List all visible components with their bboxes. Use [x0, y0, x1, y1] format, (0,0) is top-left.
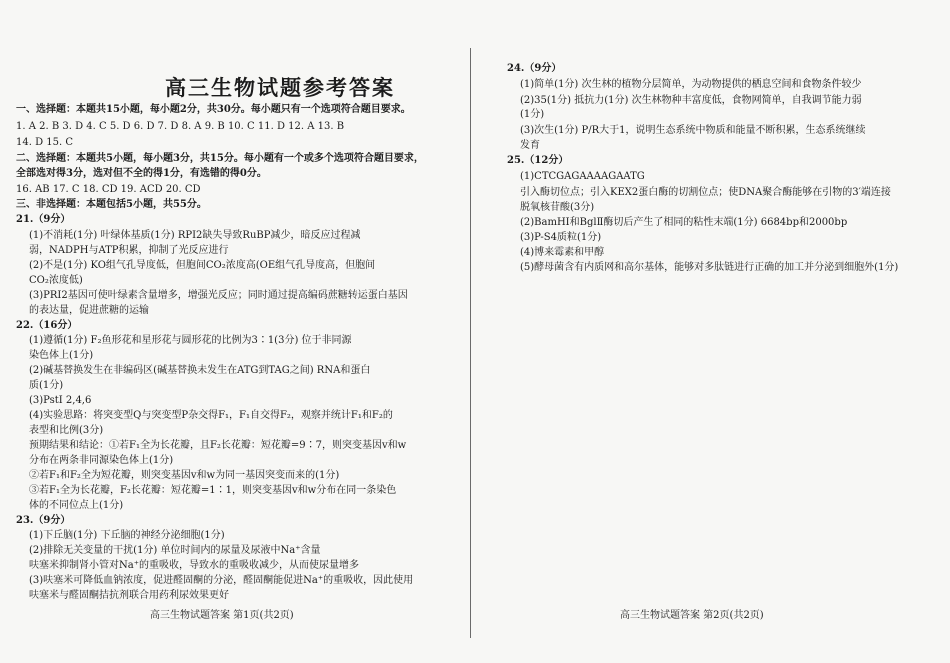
footer-page-1: 高三生物试题答案 第1页(共2页) [150, 610, 294, 621]
answer-line: ③若F₁全为长花瓣，F₂长花瓣：短花瓣=1∶1，则突变基因v和w分布在同一条染色 [29, 485, 397, 496]
answer-line: (3)呋塞米可降低血钠浓度，促进醛固酮的分泌，醛固酮能促进Na⁺的重吸收，因此使用 [29, 575, 414, 586]
answer-line: (3)PstⅠ 2,4,6 [29, 395, 92, 406]
answer-line: CO₂浓度低) [29, 275, 83, 286]
answer-line: 染色体上(1分) [29, 350, 94, 361]
answer-line: 分布在两条非同源染色体上(1分) [29, 455, 174, 466]
section-3-heading: 三、非选择题：本题包括5小题，共55分。 [16, 199, 207, 210]
question-23-heading: 23.（9分） [16, 515, 71, 526]
answer-line: (3)PRI2基因可使叶绿素含量增多，增强光反应；同时通过提高编码蔗糖转运蛋白基因 [29, 290, 408, 301]
footer-page-2: 高三生物试题答案 第2页(共2页) [620, 610, 764, 621]
section-2-heading: 二、选择题：本题共5小题，每小题3分，共15分。每小题有一个或多个选项符合题目要求， [16, 153, 424, 164]
answer-line: 体的不同位点上(1分) [29, 500, 124, 511]
answer-line: 弱，NADPH与ATP积累，抑制了光反应进行 [29, 245, 229, 256]
answer-line: 14. D 15. C [16, 137, 74, 148]
answer-line: 引入酶切位点；引入KEX2蛋白酶的切割位点；使DNA聚合酶能够在引物的3′端连接 [520, 187, 891, 198]
question-21-heading: 21.（9分） [16, 214, 71, 225]
answer-line: (1)遵循(1分) F₂鱼形花和星形花与圆形花的比例为3∶1(3分) 位于非同源 [29, 335, 352, 346]
question-25-heading: 25.（12分） [507, 155, 569, 166]
answer-line: 发育 [520, 140, 540, 151]
answer-line: (1分) [520, 109, 545, 120]
answer-line: 呋塞米抑制肾小管对Na⁺的重吸收，导致水的重吸收减少，从而使尿量增多 [29, 560, 359, 571]
section-2-heading-cont: 全部选对得3分，选对但不全的得1分，有选错的得0分。 [16, 168, 267, 179]
answer-line: 表型和比例(3分) [29, 425, 104, 436]
answer-line: 呋塞米与醛固酮拮抗剂联合用药利尿效果更好 [29, 590, 229, 601]
answer-line: 预期结果和结论：①若F₁全为长花瓣，且F₂长花瓣：短花瓣=9∶7，则突变基因v和w [29, 440, 407, 451]
answer-line: (1)简单(1分) 次生林的植物分层简单，为动物提供的栖息空间和食物条件较少 [520, 79, 862, 90]
page-title: 高三生物试题参考答案 [165, 75, 395, 100]
question-22-heading: 22.（16分） [16, 320, 78, 331]
answer-line: (2)排除无关变量的干扰(1分) 单位时间内的尿量及尿液中Na⁺含量 [29, 545, 321, 556]
answer-line: (2)BamHⅠ和BglⅡ酶切后产生了相同的粘性末端(1分) 6684bp和2000bp [520, 217, 848, 228]
question-24-heading: 24.（9分） [507, 63, 562, 74]
answer-line: (4)实验思路：将突变型Q与突变型P杂交得F₁，F₁自交得F₂，观察并统计F₁和F₂的 [29, 410, 393, 421]
answer-line: (1)CTCGAGAAAAGAATG [520, 171, 645, 182]
answer-line: 脱氧核苷酸(3分) [520, 202, 595, 213]
answer-line: 质(1分) [29, 380, 64, 391]
answer-line: (2)不是(1分) KO组气孔导度低，但胞间CO₂浓度高(OE组气孔导度高，但胞间 [29, 260, 376, 271]
answer-line: (1)不消耗(1分) 叶绿体基质(1分) RPI2缺失导致RuBP减少，暗反应过程减 [29, 230, 361, 241]
answer-line: (4)博来霉素和甲醇 [520, 247, 605, 258]
section-1-heading: 一、选择题：本题共15小题，每小题2分，共30分。每小题只有一个选项符合题目要求。 [16, 104, 411, 115]
answer-line: (3)P-S4质粒(1分) [520, 232, 602, 243]
answer-line: (1)下丘脑(1分) 下丘脑的神经分泌细胞(1分) [29, 530, 225, 541]
column-divider [470, 48, 471, 638]
answer-line: (3)次生(1分) P/R大于1，说明生态系统中物质和能量不断积累，生态系统继续 [520, 125, 866, 136]
answer-line: (2)35(1分) 抵抗力(1分) 次生林物种丰富度低，食物网简单，自我调节能力弱 [520, 95, 862, 106]
answer-line: 1. A 2. B 3. D 4. C 5. D 6. D 7. D 8. A 9. B 10. C 11. D 12. A 13. B [16, 121, 345, 132]
answer-line: 的表达量，促进蔗糖的运输 [29, 305, 149, 316]
answer-line: (5)酵母菌含有内质网和高尔基体，能够对多肽链进行正确的加工并分泌到细胞外(1分) [520, 262, 899, 273]
answer-line: 16. AB 17. C 18. CD 19. ACD 20. CD [16, 184, 201, 195]
answer-line: (2)碱基替换发生在非编码区(碱基替换未发生在ATG到TAG之间) RNA和蛋白 [29, 365, 371, 376]
answer-line: ②若F₁和F₂全为短花瓣，则突变基因v和w为同一基因突变而来的(1分) [29, 470, 340, 481]
